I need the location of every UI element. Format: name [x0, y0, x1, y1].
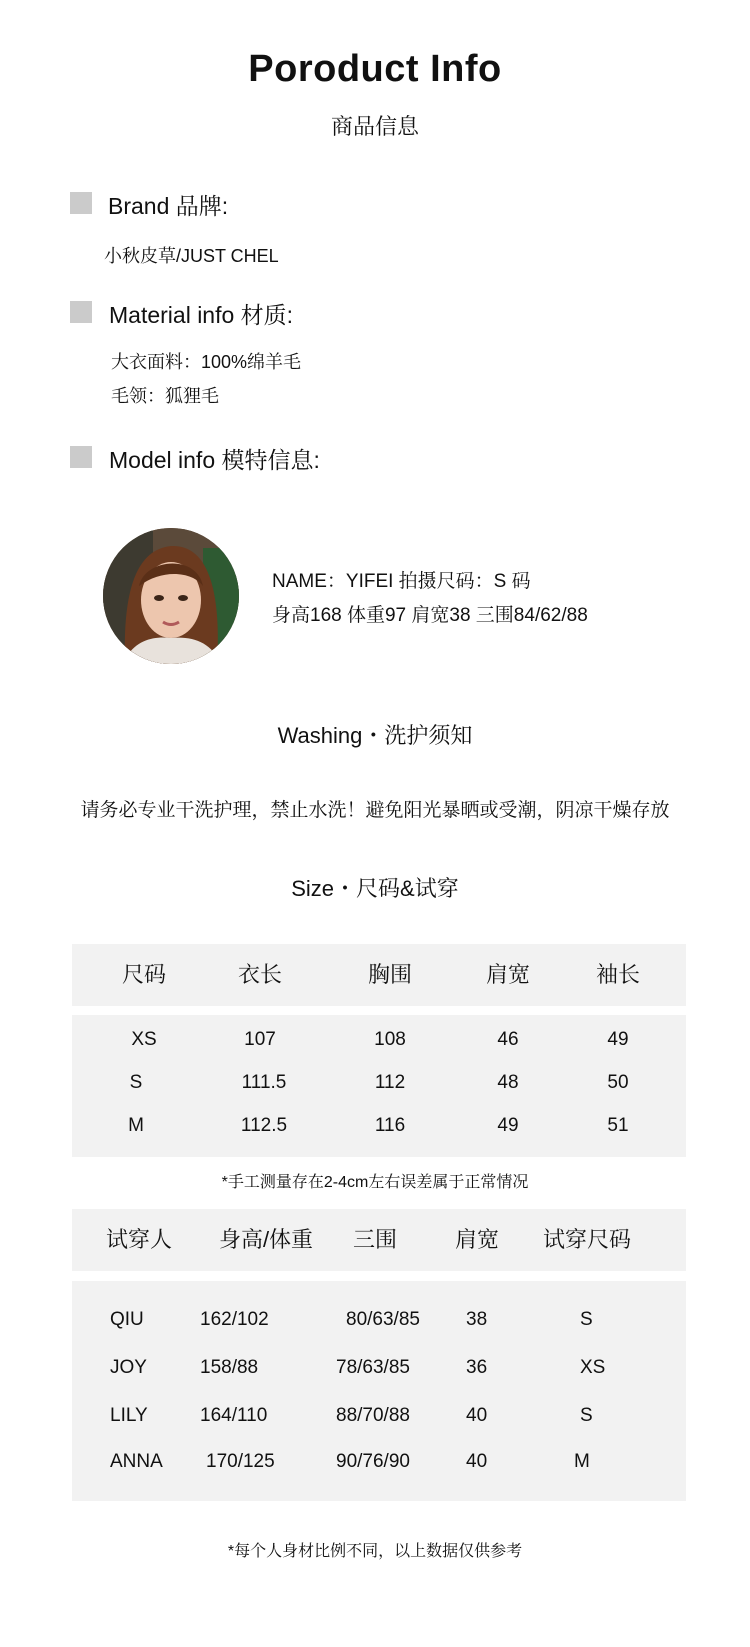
table-cell: 48: [497, 1072, 519, 1093]
size-note: *手工测量存在2-4cm左右误差属于正常情况: [221, 1174, 529, 1191]
section-marker: [70, 446, 92, 468]
brand-label: Brand 品牌:: [108, 193, 229, 219]
table-cell: 38: [466, 1309, 488, 1330]
table-cell: S: [129, 1072, 143, 1093]
model-portrait-icon: [103, 528, 239, 664]
model-label: Model info 模特信息:: [109, 447, 320, 473]
table-row: [72, 1029, 686, 1059]
table-cell: 78/63/85: [336, 1357, 410, 1378]
brand-value: 小秋皮草/JUST CHEL: [104, 246, 279, 266]
table-cell: 49: [607, 1029, 629, 1050]
table-cell: 88/70/88: [336, 1405, 410, 1426]
size-header-cell: 衣长: [237, 962, 282, 987]
washing-title: Washing・洗护须知: [277, 723, 473, 748]
section-marker: [70, 192, 92, 214]
table-cell: 164/110: [200, 1405, 268, 1426]
table-row: [72, 1451, 686, 1481]
table-cell: 112: [374, 1072, 406, 1093]
table-cell: 90/76/90: [336, 1451, 410, 1472]
tryon-header-cell: 肩宽: [454, 1227, 499, 1252]
table-cell: 36: [466, 1357, 488, 1378]
table-row: [72, 1405, 686, 1435]
table-cell: 49: [497, 1115, 519, 1136]
table-cell: 51: [607, 1115, 629, 1136]
table-cell: 40: [466, 1405, 488, 1426]
material-label: Material info 材质:: [109, 302, 294, 328]
table-cell: 111.5: [241, 1072, 287, 1093]
tryon-header-cell: 试穿人: [105, 1227, 172, 1252]
model-name-size: NAME：YIFEI 拍摄尺码：S 码: [272, 571, 531, 592]
page-title: Poroduct Info: [248, 48, 502, 90]
table-cell: M: [128, 1115, 144, 1136]
size-title: Size・尺码&试穿: [291, 876, 459, 901]
size-header-cell: 袖长: [595, 962, 640, 987]
table-cell: 40: [466, 1451, 488, 1472]
table-cell: S: [580, 1309, 593, 1330]
tryon-table-header: [72, 1209, 686, 1271]
washing-text: 请务必专业干洗护理，禁止水洗！避免阳光暴晒或受潮，阴凉干燥存放: [80, 800, 670, 821]
table-cell: 158/88: [200, 1357, 259, 1378]
table-cell: LILY: [110, 1405, 148, 1426]
page-subtitle: 商品信息: [330, 114, 419, 139]
size-header-cell: 尺码: [121, 962, 166, 987]
table-cell: ANNA: [110, 1451, 163, 1472]
table-cell: 170/125: [206, 1451, 275, 1472]
tryon-header-cell: 试穿尺码: [542, 1227, 631, 1252]
model-measurements: 身高168 体重97 肩宽38 三围84/62/88: [272, 605, 588, 626]
table-cell: 162/102: [200, 1309, 269, 1330]
table-cell: XS: [580, 1357, 606, 1378]
size-header-cell: 肩宽: [485, 962, 530, 987]
size-table-header: [72, 944, 686, 1006]
table-cell: 46: [497, 1029, 519, 1050]
table-row: [72, 1309, 686, 1339]
tryon-header-cell: 身高/体重: [218, 1227, 314, 1252]
table-row: [72, 1357, 686, 1387]
table-cell: 108: [374, 1029, 406, 1050]
material-line: 毛领：狐狸毛: [111, 386, 219, 406]
table-cell: 107: [244, 1029, 276, 1050]
table-row: [72, 1115, 686, 1145]
table-cell: XS: [131, 1029, 157, 1050]
table-cell: 116: [374, 1115, 406, 1136]
size-header-cell: 胸围: [367, 962, 412, 987]
tryon-note: *每个人身材比例不同，以上数据仅供参考: [227, 1543, 523, 1560]
table-cell: M: [574, 1451, 590, 1472]
tryon-table-body: [72, 1281, 686, 1501]
table-cell: 50: [607, 1072, 629, 1093]
material-line: 大衣面料：100%绵羊毛: [111, 352, 302, 372]
table-row: [72, 1072, 686, 1102]
model-avatar: [103, 528, 239, 664]
section-marker: [70, 301, 92, 323]
table-cell: 80/63/85: [346, 1309, 420, 1330]
size-table-body: [72, 1015, 686, 1157]
table-cell: 112.5: [240, 1115, 288, 1136]
tryon-header-cell: 三围: [352, 1227, 397, 1252]
table-cell: QIU: [110, 1309, 144, 1330]
table-cell: S: [580, 1405, 593, 1426]
table-cell: JOY: [110, 1357, 147, 1378]
